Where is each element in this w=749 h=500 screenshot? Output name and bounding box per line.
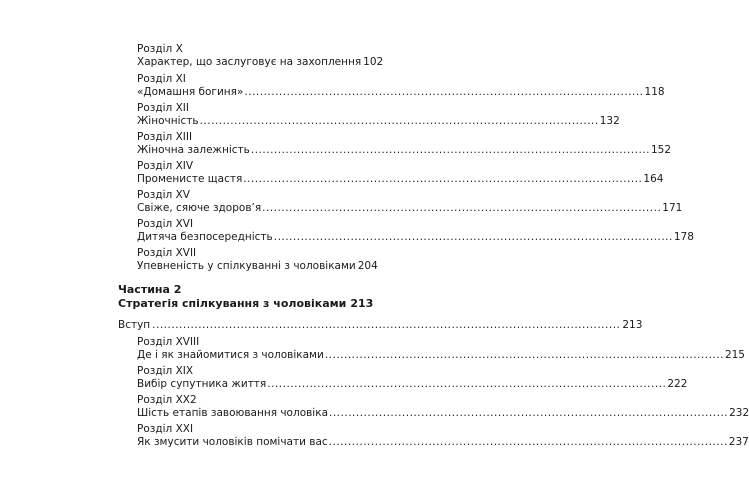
toc-entry-chapter-13 <box>137 131 672 157</box>
toc-line <box>137 173 664 186</box>
page-number: 215 <box>724 349 745 361</box>
page-number: 213 <box>622 319 643 331</box>
dot-leader: ........................................................................................................ <box>328 436 728 448</box>
toc-line <box>137 436 749 449</box>
toc-entry-chapter-14 <box>137 160 664 186</box>
chapter-title: Променисте щастя <box>137 173 243 185</box>
page-number: 222 <box>667 378 688 390</box>
chapter-title: Свіже, сяюче здоров’я <box>137 202 262 214</box>
dot-leader: ........................................................................................................ <box>329 407 729 419</box>
chapter-label: Розділ XVIII <box>137 336 200 348</box>
dot-leader: ........................................................................................................ <box>273 231 673 243</box>
toc-entry-chapter-16 <box>137 218 694 244</box>
page-number: 213 <box>350 297 374 310</box>
toc-entry-intro <box>118 319 643 332</box>
chapter-title: Шість етапів завоювання чоловіка <box>137 407 328 419</box>
chapter-label: Розділ XIV <box>137 160 194 172</box>
dot-leader: ........................................................................................................ <box>243 173 643 185</box>
toc-line <box>137 378 688 391</box>
chapter-title: Жіночна залежність <box>137 144 250 156</box>
page-number: 204 <box>357 260 378 272</box>
dot-leader: ........................................................................................................ <box>199 115 599 127</box>
toc-line <box>118 319 643 332</box>
chapter-label: Розділ XVI <box>137 218 194 230</box>
part-title: Стратегія спілкування з чоловіками <box>118 297 347 310</box>
chapter-title: Жіночність <box>137 115 199 127</box>
page-number: 132 <box>599 115 620 127</box>
toc-entry-chapter-17 <box>137 247 378 273</box>
toc-entry-chapter-19 <box>137 365 688 391</box>
toc-line <box>137 231 694 244</box>
chapter-title: Як змусити чоловіків помічати вас <box>137 436 328 448</box>
chapter-title: Вибір супутника життя <box>137 378 267 390</box>
chapter-title: Дитяча безпосередність <box>137 231 273 243</box>
toc-line <box>137 349 745 362</box>
chapter-label: Розділ XI <box>137 73 186 85</box>
toc-entry-chapter-20 <box>137 394 749 420</box>
dot-leader: .......................................................................................................................... <box>152 319 621 331</box>
page-number: 102 <box>363 56 384 68</box>
toc-part-2 <box>118 283 372 311</box>
page-number: 164 <box>643 173 664 185</box>
page-number: 237 <box>728 436 749 448</box>
toc-line <box>137 260 378 273</box>
dot-leader: ........................................................................................................ <box>267 378 667 390</box>
toc-line <box>137 202 683 215</box>
dot-leader: ........................................................................................................ <box>244 86 644 98</box>
toc-entry-chapter-15 <box>137 189 683 215</box>
chapter-title: Упевненість у спілкуванні з чоловіками <box>137 260 356 272</box>
toc-entry-chapter-21 <box>137 423 749 449</box>
chapter-title: Характер, що заслуговує на захоплення <box>137 56 362 68</box>
toc-entry-chapter-11 <box>137 73 665 99</box>
page-number: 152 <box>651 144 672 156</box>
toc-line <box>137 407 749 420</box>
chapter-title: Де і як знайомитися з чоловіками <box>137 349 324 361</box>
chapter-label: Розділ XIX <box>137 365 194 377</box>
intro-title: Вступ <box>118 319 151 331</box>
chapter-label: Розділ XXI <box>137 423 194 435</box>
page-number: 232 <box>729 407 749 419</box>
dot-leader: ........................................................................................................ <box>250 144 650 156</box>
chapter-label: Розділ XV <box>137 189 190 201</box>
page-number: 171 <box>662 202 683 214</box>
toc-entry-chapter-18 <box>137 336 745 362</box>
toc-line <box>137 56 384 69</box>
toc-line <box>118 297 372 311</box>
dot-leader: ........................................................................................................ <box>324 349 724 361</box>
chapter-label: Розділ X <box>137 43 183 55</box>
chapter-label: Розділ XII <box>137 102 189 114</box>
page-number: 178 <box>673 231 694 243</box>
toc-entry-chapter-10 <box>137 43 384 69</box>
dot-leader: ........................................................................................................ <box>262 202 662 214</box>
chapter-label: Розділ XVII <box>137 247 197 259</box>
chapter-label: Розділ XX2 <box>137 394 197 406</box>
part-label: Частина 2 <box>118 283 182 296</box>
page-number: 118 <box>644 86 665 98</box>
chapter-label: Розділ XIII <box>137 131 193 143</box>
toc-line <box>137 86 665 99</box>
toc-entry-chapter-12 <box>137 102 620 128</box>
toc-line <box>137 115 620 128</box>
chapter-title: «Домашня богиня» <box>137 86 244 98</box>
toc-line <box>137 144 672 157</box>
